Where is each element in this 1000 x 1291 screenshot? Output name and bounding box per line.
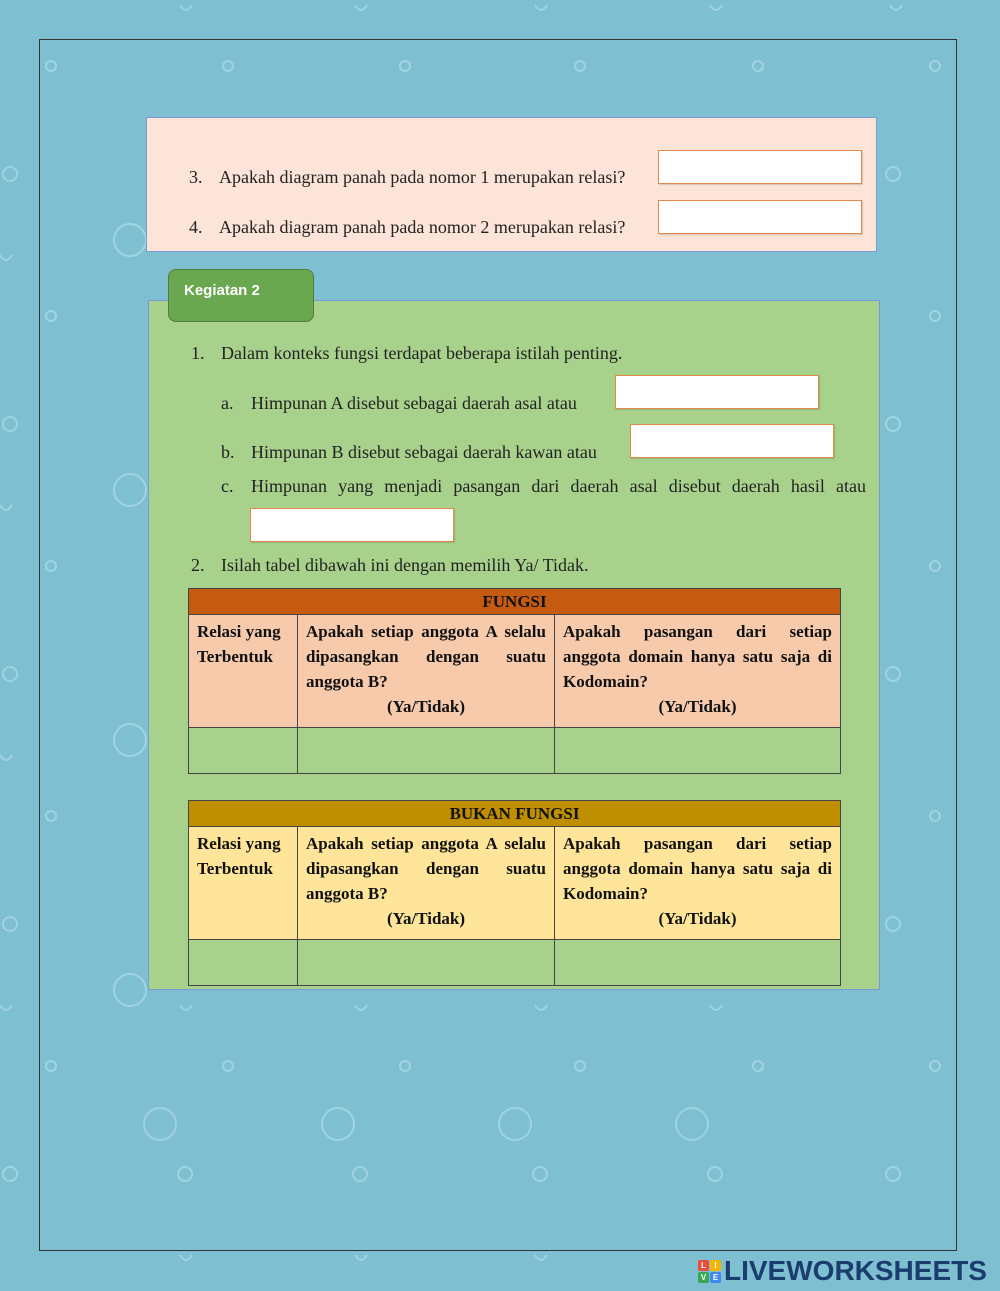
kegiatan-question-1-text: Dalam konteks fungsi terdapat beberapa istilah penting. — [221, 343, 623, 363]
item-b-letter: b. — [221, 442, 235, 462]
item-c-text: Himpunan yang menjadi pasangan dari daerah asal disebut daerah hasil atau — [251, 476, 866, 496]
kegiatan-question-1-number: 1. — [191, 343, 205, 363]
question-4 — [189, 217, 625, 238]
kegiatan-tab-label: Kegiatan 2 — [168, 269, 314, 322]
item-b — [221, 442, 597, 463]
fungsi-question-b-cell-input[interactable] — [555, 728, 841, 774]
bukan-fungsi-header-relasi: Relasi yang Terbentuk — [189, 827, 298, 940]
fungsi-header-relasi: Relasi yang Terbentuk — [189, 615, 298, 728]
bukan-fungsi-relasi-cell-input[interactable] — [189, 940, 298, 986]
item-b-answer-input[interactable] — [630, 424, 834, 458]
liveworksheets-logo-text: LIVEWORKSHEETS — [724, 1255, 987, 1286]
item-a-answer-input[interactable] — [615, 375, 819, 409]
fungsi-table — [188, 588, 841, 774]
kegiatan-question-1 — [191, 343, 622, 364]
liveworksheets-logo-mark — [698, 1260, 721, 1283]
fungsi-table-title: FUNGSI — [189, 589, 841, 615]
question-3 — [189, 167, 625, 188]
item-a-letter: a. — [221, 393, 234, 413]
fungsi-header-question-a — [298, 615, 555, 728]
logo-mark-letter-e: E — [710, 1272, 721, 1283]
bukan-fungsi-question-a-cell-input[interactable] — [298, 940, 555, 986]
bukan-fungsi-table-title: BUKAN FUNGSI — [189, 801, 841, 827]
bukan-fungsi-header-question-b — [555, 827, 841, 940]
item-b-text: Himpunan B disebut sebagai daerah kawan atau — [251, 442, 597, 462]
item-a — [221, 393, 577, 414]
bukan-fungsi-question-b-cell-input[interactable] — [555, 940, 841, 986]
bukan-fungsi-answer-row — [189, 940, 841, 986]
item-c-answer-input[interactable] — [250, 508, 454, 542]
fungsi-question-a-cell-input[interactable] — [298, 728, 555, 774]
kegiatan-question-2-number: 2. — [191, 555, 205, 575]
fungsi-header-question-a-sub: (Ya/Tidak) — [386, 697, 466, 716]
bukan-fungsi-header-question-b-text: Apakah pasangan dari setiap anggota domain hanya satu saja di Kodomain? — [563, 834, 832, 903]
logo-mark-letter-l: L — [698, 1260, 709, 1271]
bukan-fungsi-header-question-b-sub: (Ya/Tidak) — [658, 909, 737, 928]
question-3-answer-input[interactable] — [658, 150, 862, 184]
logo-mark-letter-v: V — [698, 1272, 709, 1283]
fungsi-header-question-b-sub: (Ya/Tidak) — [658, 697, 737, 716]
question-4-number: 4. — [189, 217, 203, 237]
liveworksheets-logo[interactable] — [698, 1256, 987, 1286]
bukan-fungsi-header-question-a — [298, 827, 555, 940]
bukan-fungsi-header-question-a-text: Apakah setiap anggota A selalu dipasangkan dengan suatu anggota B? — [306, 834, 546, 903]
item-c-letter: c. — [221, 476, 234, 496]
question-4-text: Apakah diagram panah pada nomor 2 merupakan relasi? — [219, 217, 626, 237]
kegiatan-question-2 — [191, 555, 588, 576]
logo-mark-letter-i: I — [710, 1260, 721, 1271]
fungsi-answer-row — [189, 728, 841, 774]
bukan-fungsi-table — [188, 800, 841, 986]
question-3-text: Apakah diagram panah pada nomor 1 merupakan relasi? — [219, 167, 626, 187]
fungsi-relasi-cell-input[interactable] — [189, 728, 298, 774]
item-a-text: Himpunan A disebut sebagai daerah asal atau — [251, 393, 577, 413]
bukan-fungsi-header-question-a-sub: (Ya/Tidak) — [386, 909, 466, 928]
fungsi-header-question-b-text: Apakah pasangan dari setiap anggota domain hanya satu saja di Kodomain? — [563, 622, 832, 691]
kegiatan-question-2-text: Isilah tabel dibawah ini dengan memilih Ya/ Tidak. — [221, 555, 589, 575]
fungsi-header-question-a-text: Apakah setiap anggota A selalu dipasangkan dengan suatu anggota B? — [306, 622, 546, 691]
question-3-number: 3. — [189, 167, 203, 187]
question-4-answer-input[interactable] — [658, 200, 862, 234]
fungsi-header-question-b — [555, 615, 841, 728]
item-c — [221, 476, 866, 497]
